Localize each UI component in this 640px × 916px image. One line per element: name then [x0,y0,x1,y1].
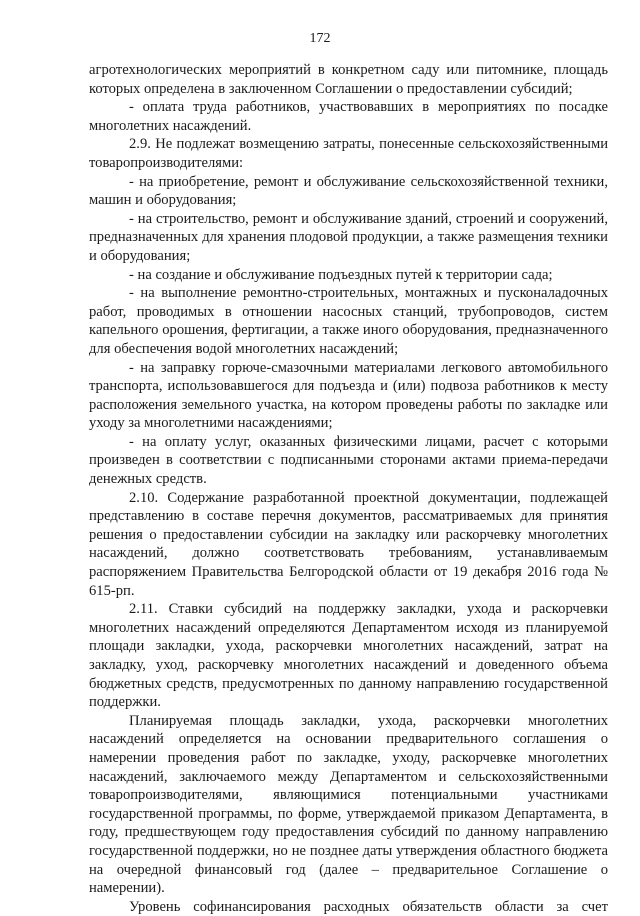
paragraph-list-item: - на строительство, ремонт и обслуживание зданий, строений и сооружений, предназначенных для хранения плодовой продукции, а также размещения техники и оборудования; [89,210,608,264]
paragraph-continuation: агротехнологических мероприятий в конкретном саду или питомнике, площадь которых определена в заключенном Соглашении о предоставлении субсидий; [89,62,608,97]
paragraph-list-item: - на приобретение, ремонт и обслуживание сельскохозяйственной техники, машин и оборудования; [89,173,608,209]
paragraph-list-item: - оплата труда работников, участвовавших в мероприятиях по посадке многолетних насаждений. [89,99,608,134]
paragraph-section-2-11: 2.11. Ставки субсидий на поддержку закладки, ухода и раскорчевки многолетних насаждений определяются Департаментом исходя из планируемой площади закладки, ухода, раскорчевки многолетних насаждений, затрат на закладку, уход, раскорчевку многолетних насаждений и доведенного объема бюджетных средств, предусмотренных по данному направлению государственной поддержки. [89,601,608,711]
paragraph-section-2-9: 2.9. Не подлежат возмещению затраты, понесенные сельскохозяйственными товаропроизводителями: [89,136,608,171]
page-number: 172 [309,31,331,46]
paragraph-planned-area: Планируемая площадь закладки, ухода, раскорчевки многолетних насаждений определяется на основании предварительного соглашения о намерении проведения работ по закладке, уходу, раскорчевке многолетних насаждений, заключаемого между Департаментом и сельскохозяйственными товаропроизводителями, являющимися потенциальными участниками государственной программы, по форме, утверждаемой приказом Департамента, в году, предшествующем году предоставления субсидий по данному направлению государственной поддержки, но не позднее даты утверждения областного бюджета на очередной финансовый год (далее – предварительное Соглашение о намерении). [89,712,608,897]
paragraph-list-item: - на создание и обслуживание подъездных путей к территории сада; [129,266,553,283]
paragraph-list-item: - на оплату услуг, оказанных физическими лицами, расчет с которыми произведен в соответствии с подписанными сторонами актами приема-передачи денежных средств. [89,433,608,488]
paragraph-list-item: - на заправку горюче-смазочными материалами легкового автомобильного транспорта, использовавшегося для подъезда и (или) подвоза работников к месту расположения земельного участка, на котором проведены работы по закладке или уходу за многолетними насаждениями; [89,359,608,432]
paragraph-section-2-10: 2.10. Содержание разработанной проектной документации, подлежащей представлению в составе перечня документов, рассматриваемых для принятия решения о предоставлении субсидии на закладку или раскорчевку многолетних насаждений, должно соответствовать требованиям, устанавливаемым распоряжением Правительства Белгородской области от 19 декабря 2016 года № 615-рп. [89,489,608,599]
paragraph-cofinancing: Уровень софинансирования расходных обязательств области за счет [129,898,608,915]
paragraph-list-item: - на выполнение ремонтно-строительных, монтажных и пусконаладочных работ, проводимых в отношении насосных станций, трубопроводов, систем капельного орошения, фертигации, а также иного оборудования, предназначенного для обеспечения водой многолетних насаждений; [89,285,608,357]
document-body [89,61,608,916]
